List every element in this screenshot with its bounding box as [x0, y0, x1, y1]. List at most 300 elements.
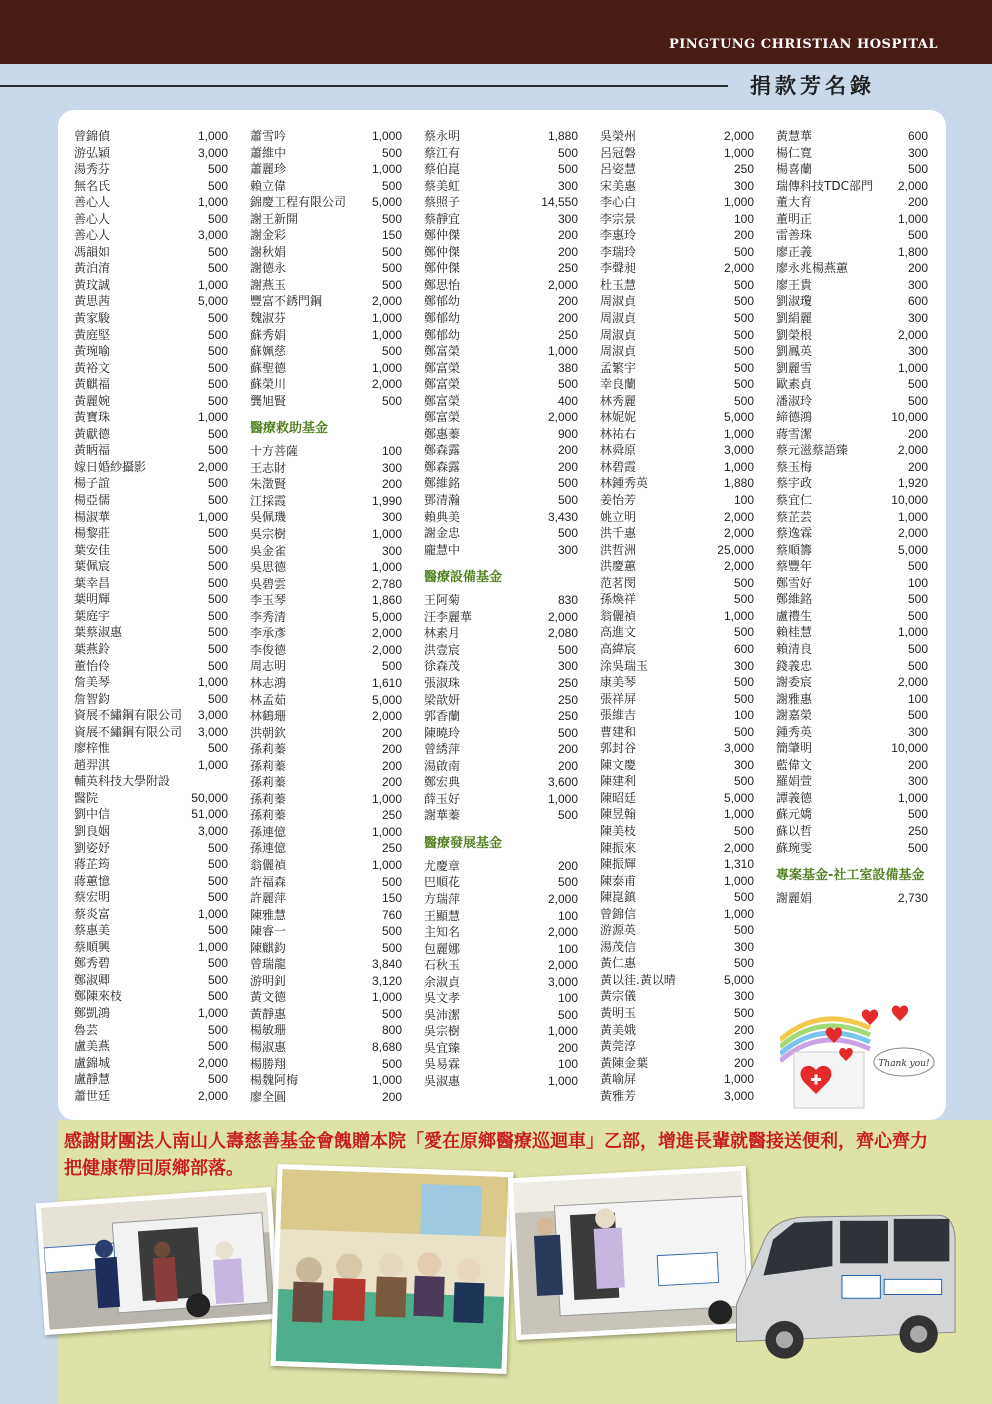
- donor-row: [600, 806, 754, 823]
- donor-row: [776, 890, 928, 907]
- donation-amount: 500: [907, 840, 928, 855]
- donor-row: [776, 691, 928, 708]
- donation-amount: 200: [557, 858, 578, 873]
- donation-amount: 830: [557, 593, 578, 608]
- donor-name: 吳金雀: [250, 543, 287, 558]
- donor-name: 鄭郁幼: [424, 311, 461, 326]
- donor-name: 葉庭宇: [74, 608, 111, 623]
- donation-amount: 2,000: [371, 377, 402, 392]
- donor-name: 陳振輝: [600, 857, 637, 872]
- donor-row: [424, 741, 578, 758]
- donor-row: [600, 525, 754, 542]
- donation-amount: 500: [207, 178, 228, 193]
- donor-row: [74, 856, 228, 873]
- donor-name: 吳宗樹: [250, 527, 287, 542]
- donor-row: [600, 823, 754, 840]
- donor-row: [250, 509, 402, 526]
- donor-name: 宋美惠: [600, 178, 637, 193]
- donor-row: [74, 1038, 228, 1055]
- donation-amount: 300: [381, 460, 402, 475]
- donor-row: [776, 575, 928, 592]
- donation-amount: 1,880: [723, 476, 754, 491]
- donor-name: 錢義忠: [776, 658, 813, 673]
- donor-name: 馮韻如: [74, 244, 111, 259]
- donor-name: 醫院: [74, 790, 99, 805]
- donor-name: 主知名: [424, 925, 461, 940]
- donation-amount: 500: [207, 162, 228, 177]
- donation-amount: 500: [207, 476, 228, 491]
- donor-name: 周淑貞: [600, 327, 637, 342]
- hospital-name: PINGTUNG CHRISTIAN HOSPITAL: [668, 37, 938, 52]
- donor-name: 謝麗娟: [776, 891, 813, 906]
- donor-name: 鄭陳來枝: [74, 989, 123, 1004]
- donation-amount: 500: [207, 377, 228, 392]
- donation-amount: 300: [557, 542, 578, 557]
- donor-row: [74, 442, 228, 459]
- donor-row: [74, 757, 228, 774]
- donor-row: [776, 773, 928, 790]
- donor-row: [250, 277, 402, 294]
- donor-row: [424, 277, 578, 294]
- donor-name: 蔣雪潔: [776, 426, 813, 441]
- donation-amount: 1,000: [371, 311, 402, 326]
- donor-row: [424, 874, 578, 891]
- donor-name: 蘇以哲: [776, 823, 813, 838]
- donation-amount: 1,920: [897, 476, 928, 491]
- donor-name: 陳昱翰: [600, 807, 637, 822]
- donor-name: 蔡順興: [74, 939, 111, 954]
- donor-name: 楊黎莊: [74, 526, 111, 541]
- donation-amount: 500: [207, 211, 228, 226]
- donor-row: [74, 227, 228, 244]
- donation-amount: 200: [557, 443, 578, 458]
- donor-name: 石秋玉: [424, 958, 461, 973]
- donor-row: [424, 409, 578, 426]
- donor-row: [250, 260, 402, 277]
- donor-name: 葉佩宸: [74, 559, 111, 574]
- donor-name: 蘇秀娟: [250, 327, 287, 342]
- donation-amount: 200: [907, 459, 928, 474]
- donation-amount: 2,000: [197, 1055, 228, 1070]
- donation-amount: 600: [733, 641, 754, 656]
- donor-row: [424, 791, 578, 808]
- donor-row: [424, 244, 578, 261]
- donor-row: [424, 475, 578, 492]
- donor-row: [250, 1072, 402, 1089]
- donor-name: 謝金彩: [250, 228, 287, 243]
- donor-name: 周淑貞: [600, 344, 637, 359]
- donation-amount: 100: [557, 991, 578, 1006]
- donor-name: 李承彥: [250, 626, 287, 641]
- donor-row: [600, 343, 754, 360]
- donation-amount: 200: [381, 1089, 402, 1104]
- donor-name: 李玉琴: [250, 593, 287, 608]
- donor-row: [74, 327, 228, 344]
- donor-name: 譚義德: [776, 790, 813, 805]
- donor-row: [776, 641, 928, 658]
- donor-row: [424, 343, 578, 360]
- donor-name: 董明正: [776, 211, 813, 226]
- donation-amount: 2,000: [723, 526, 754, 541]
- donation-amount: 500: [207, 741, 228, 756]
- donor-row: [776, 558, 928, 575]
- donor-row: [250, 857, 402, 874]
- donor-row: [600, 740, 754, 757]
- donation-amount: 500: [207, 873, 228, 888]
- donation-amount: 25,000: [717, 542, 754, 557]
- donation-amount: 300: [557, 178, 578, 193]
- donor-row: [776, 211, 928, 228]
- donation-amount: 250: [557, 692, 578, 707]
- donor-name: 洪哲洲: [600, 542, 637, 557]
- donor-row: [600, 840, 754, 857]
- donation-amount: 200: [557, 758, 578, 773]
- donor-name: 黃莞淳: [600, 1039, 637, 1054]
- donor-name: 黃雅芳: [600, 1088, 637, 1103]
- donor-name: 林碧霞: [600, 459, 637, 474]
- donor-name: 蘇聖德: [250, 360, 287, 375]
- donation-amount: 1,000: [371, 1073, 402, 1088]
- donor-name: 蔡芷芸: [776, 509, 813, 524]
- donor-row: [74, 525, 228, 542]
- donor-row: [250, 327, 402, 344]
- donation-amount: 500: [733, 344, 754, 359]
- donation-amount: 500: [381, 261, 402, 276]
- donor-name: 鄭富榮: [424, 344, 461, 359]
- donor-name: 蕭麗珍: [250, 162, 287, 177]
- donor-name: 黃思茜: [74, 294, 111, 309]
- thanks-message: 感謝財團法人南山人壽慈善基金會餽贈本院「愛在原鄉醫療巡迴車」乙部，增進長輩就醫接送便利，齊心齊力把健康帶回原鄉部落。: [64, 1131, 928, 1179]
- donor-name: 葉蔡淑惠: [74, 625, 123, 640]
- donor-row: [424, 1040, 578, 1057]
- donor-row: [74, 740, 228, 757]
- donor-name: 賴清良: [776, 641, 813, 656]
- donor-row: [250, 476, 402, 493]
- donor-row: [600, 409, 754, 426]
- donation-amount: 500: [207, 542, 228, 557]
- donor-name: 李宗景: [600, 211, 637, 226]
- donor-name: 洪朝欽: [250, 725, 287, 740]
- donor-row: [250, 1022, 402, 1039]
- donor-name: 林祐右: [600, 426, 637, 441]
- donor-row: [424, 807, 578, 824]
- donation-amount: 300: [557, 211, 578, 226]
- donor-name: 龐慧中: [424, 542, 461, 557]
- donation-amount: 500: [557, 145, 578, 160]
- donor-name: 徐森茂: [424, 659, 461, 674]
- donation-amount: 8,680: [371, 1039, 402, 1054]
- donation-amount: 500: [907, 162, 928, 177]
- donation-amount: 200: [907, 261, 928, 276]
- donation-amount: 100: [557, 1057, 578, 1072]
- donor-row: [424, 692, 578, 709]
- donation-amount: 200: [381, 742, 402, 757]
- donation-amount: 2,000: [371, 626, 402, 641]
- donor-name: 龔旭賢: [250, 393, 287, 408]
- donor-name: 無名氏: [74, 178, 111, 193]
- donor-name: 鄭凱鴻: [74, 1005, 111, 1020]
- donor-row: [600, 773, 754, 790]
- donation-amount: 3,000: [197, 228, 228, 243]
- donor-row: [600, 542, 754, 559]
- donor-row: [250, 725, 402, 742]
- donor-row: [74, 244, 228, 261]
- donation-amount: 1,000: [371, 327, 402, 342]
- donation-amount: 100: [381, 444, 402, 459]
- donor-name: 湯茂信: [600, 939, 637, 954]
- donor-row: [424, 941, 578, 958]
- donor-row: [74, 1022, 228, 1039]
- donor-name: 蔡靜宜: [424, 211, 461, 226]
- donation-amount: 100: [907, 575, 928, 590]
- donation-amount: 300: [381, 543, 402, 558]
- donor-name: 陳振來: [600, 840, 637, 855]
- donation-amount: 500: [733, 625, 754, 640]
- donor-name: 鄭森露: [424, 459, 461, 474]
- donor-name: 蔡宏明: [74, 890, 111, 905]
- donor-row: [424, 908, 578, 925]
- donor-row: [776, 244, 928, 261]
- donor-name: 陳昭廷: [600, 790, 637, 805]
- donor-name: 周志明: [250, 659, 287, 674]
- donation-amount: 1,000: [723, 459, 754, 474]
- donation-amount: 2,000: [547, 609, 578, 624]
- donor-row: [250, 128, 402, 145]
- donation-amount: 200: [907, 195, 928, 210]
- donor-row: [600, 260, 754, 277]
- donor-row: [776, 757, 928, 774]
- donor-row: [776, 178, 928, 195]
- donation-amount: 200: [557, 228, 578, 243]
- donor-name: 鄭維銘: [776, 592, 813, 607]
- donor-name: 曾綉萍: [424, 742, 461, 757]
- donor-row: [600, 608, 754, 625]
- donation-amount: 500: [381, 145, 402, 160]
- donation-amount: 200: [557, 459, 578, 474]
- donor-name: 劉良姻: [74, 823, 111, 838]
- donor-row: [74, 343, 228, 360]
- donation-amount: 1,000: [197, 277, 228, 292]
- donation-amount: 500: [733, 277, 754, 292]
- donor-name: 高緯宸: [600, 641, 637, 656]
- donor-row: [424, 957, 578, 974]
- donor-name: 鄭森露: [424, 443, 461, 458]
- donor-name: 鄭富榮: [424, 393, 461, 408]
- donor-row: [776, 823, 928, 840]
- donor-name: 謝雅惠: [776, 691, 813, 706]
- donor-row: [74, 310, 228, 327]
- donation-amount: 500: [381, 1006, 402, 1021]
- donor-name: 蔡永明: [424, 129, 461, 143]
- donation-amount: 1,000: [371, 824, 402, 839]
- donor-row: [424, 758, 578, 775]
- donor-name: 鄭思怡: [424, 277, 461, 292]
- donor-name: 黃慧華: [776, 129, 813, 143]
- donor-name: 孫連億: [250, 841, 287, 856]
- donor-name: 廖全圓: [250, 1089, 287, 1104]
- donor-name: 資展不繡鋼有限公司: [74, 724, 183, 739]
- donor-row: [424, 509, 578, 526]
- donation-amount: 500: [207, 972, 228, 987]
- donor-name: 盧禮生: [776, 608, 813, 623]
- donor-row: [74, 840, 228, 857]
- donor-name: 黃麗婉: [74, 393, 111, 408]
- donation-amount: 3,000: [197, 708, 228, 723]
- donor-row: [776, 806, 928, 823]
- donor-name: 李秀清: [250, 609, 287, 624]
- donor-name: 藍偉文: [776, 757, 813, 772]
- donor-name: 張祥屏: [600, 691, 637, 706]
- donor-name: 林鍾秀英: [600, 476, 649, 491]
- donor-row: [250, 989, 402, 1006]
- donor-row: [776, 608, 928, 625]
- donor-name: 歐素貞: [776, 377, 813, 392]
- donation-amount: 1,000: [723, 873, 754, 888]
- donor-row: [74, 426, 228, 443]
- donation-amount: 3,000: [723, 1088, 754, 1103]
- donor-row: [424, 360, 578, 377]
- donation-amount: 1,990: [371, 493, 402, 508]
- donation-amount: 500: [207, 559, 228, 574]
- donation-amount: 300: [381, 510, 402, 525]
- donor-row: [600, 360, 754, 377]
- donor-row: [74, 293, 228, 310]
- donation-amount: 300: [907, 774, 928, 789]
- donor-row: [600, 939, 754, 956]
- donation-amount: 600: [907, 294, 928, 309]
- donor-name: 鄭仲傑: [424, 244, 461, 259]
- donor-name: 黃琬喻: [74, 344, 111, 359]
- donor-row: [600, 873, 754, 890]
- donor-name: 蕭雪吟: [250, 129, 287, 143]
- donation-amount: 500: [733, 575, 754, 590]
- donation-amount: 5,000: [371, 692, 402, 707]
- donor-row: [74, 128, 228, 145]
- donation-amount: 500: [733, 956, 754, 971]
- donor-row: [250, 526, 402, 543]
- donor-row: [600, 161, 754, 178]
- donor-name: 劉絹麗: [776, 311, 813, 326]
- donation-amount: 1,800: [897, 244, 928, 259]
- donor-row: [250, 973, 402, 990]
- donor-name: 孫莉蓁: [250, 808, 287, 823]
- donor-name: 薛玉好: [424, 791, 461, 806]
- donor-name: 姜怡芳: [600, 493, 637, 508]
- donation-amount: 500: [907, 393, 928, 408]
- donor-row: [424, 974, 578, 991]
- donor-name: 嫁日婚紗攝影: [74, 459, 147, 474]
- donation-amount: 250: [557, 261, 578, 276]
- donor-name: 謝王新開: [250, 211, 299, 226]
- donation-amount: 100: [557, 941, 578, 956]
- donation-amount: 500: [207, 641, 228, 656]
- donor-row: [776, 492, 928, 509]
- donor-row: [250, 807, 402, 824]
- donor-name: 黃文德: [250, 990, 287, 1005]
- donation-amount: 300: [733, 939, 754, 954]
- donor-row: [424, 310, 578, 327]
- donor-name: 盧靜慧: [74, 1072, 111, 1087]
- donation-amount: 500: [207, 443, 228, 458]
- donation-amount: 2,000: [547, 925, 578, 940]
- donor-name: 黃美娥: [600, 1022, 637, 1037]
- donor-row: [424, 227, 578, 244]
- donor-row: [250, 310, 402, 327]
- donor-name: 林素月: [424, 626, 461, 641]
- donation-amount: 500: [907, 807, 928, 822]
- donation-amount: 300: [907, 311, 928, 326]
- donor-name: 楊仁寬: [776, 145, 813, 160]
- donor-name: 黃泊淯: [74, 261, 111, 276]
- donation-amount: 500: [557, 1007, 578, 1022]
- donation-amount: 1,000: [547, 791, 578, 806]
- donor-row: [776, 227, 928, 244]
- donor-row: [600, 475, 754, 492]
- donation-amount: 500: [733, 244, 754, 259]
- donation-amount: 500: [733, 923, 754, 938]
- donor-column-4: [600, 128, 754, 1104]
- donor-name: 陳崑鎮: [600, 890, 637, 905]
- donation-amount: 2,000: [723, 261, 754, 276]
- donor-row: [250, 956, 402, 973]
- donation-amount: 500: [207, 608, 228, 623]
- donor-name: 巴順花: [424, 875, 461, 890]
- donation-amount: 200: [381, 775, 402, 790]
- donor-row: [250, 178, 402, 195]
- donation-amount: 1,000: [197, 410, 228, 425]
- donor-row: [74, 277, 228, 294]
- donor-name: 黃玟誠: [74, 277, 111, 292]
- donor-name: 周淑貞: [600, 311, 637, 326]
- donation-amount: 1,000: [723, 807, 754, 822]
- donor-row: [776, 393, 928, 410]
- donor-row: [600, 922, 754, 939]
- donation-amount: 1,000: [197, 509, 228, 524]
- donation-amount: 500: [207, 890, 228, 905]
- donor-name: 劉麗雪: [776, 360, 813, 375]
- donor-name: 汪李麗華: [424, 609, 473, 624]
- donation-amount: 500: [381, 344, 402, 359]
- donation-amount: 500: [907, 559, 928, 574]
- donation-amount: 500: [733, 592, 754, 607]
- donor-row: [424, 442, 578, 459]
- donor-row: [74, 939, 228, 956]
- donor-row: [600, 426, 754, 443]
- donor-row: [776, 658, 928, 675]
- donor-row: [776, 376, 928, 393]
- donor-row: [74, 873, 228, 890]
- donor-name: 許福森: [250, 874, 287, 889]
- donation-amount: 1,000: [197, 675, 228, 690]
- donor-name: 楊淑惠: [250, 1039, 287, 1054]
- donor-name: 蕭維中: [250, 145, 287, 160]
- donor-name: 詹智鈞: [74, 691, 111, 706]
- donor-name: 曾錦偵: [74, 129, 111, 143]
- donation-amount: 3,000: [197, 823, 228, 838]
- donor-row: [600, 293, 754, 310]
- donor-row: [424, 426, 578, 443]
- donor-row: [600, 509, 754, 526]
- donation-amount: 500: [207, 956, 228, 971]
- donor-row: [424, 675, 578, 692]
- donor-name: 趙羿淇: [74, 757, 111, 772]
- donor-row: [424, 609, 578, 626]
- donor-row: [600, 757, 754, 774]
- donor-name: 蔡美虹: [424, 178, 461, 193]
- donor-row: [250, 244, 402, 261]
- donor-name: 鄭富榮: [424, 377, 461, 392]
- donor-row: [250, 840, 402, 857]
